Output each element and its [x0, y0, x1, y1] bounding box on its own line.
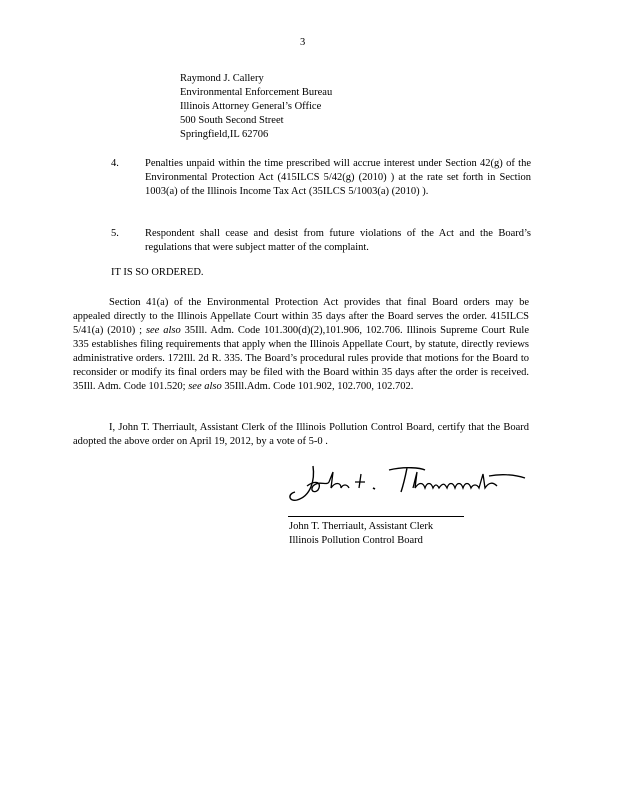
- item-text: Penalties unpaid within the time prescribed will accrue interest under Section 42(g) of the Environmental Protection Act (415ILCS 5/42(g) (2010) ) at the rate set forth in Section 1003(a) of the Illinois Income Tax Act (35ILCS 5/1003(a) (2010) ).: [145, 158, 531, 197]
- address-line: Environmental Enforcement Bureau: [180, 87, 333, 98]
- appeal-paragraph: [73, 296, 529, 394]
- see-also-italic: see also: [188, 381, 222, 392]
- para-text: 35Ill.Adm. Code 101.902, 102.700, 102.702.: [221, 381, 414, 392]
- address-line: Springfield,IL 62706: [180, 129, 269, 140]
- page-number: 3: [300, 37, 306, 48]
- para-text: Section 41(a) of the Environmental Protection Act provides that final Board orders may be appealed directly to the Illinois Appellate Court within 35 days after the Board serves the order. 415ILCS 5/41(a) (2010) ;: [73, 297, 529, 336]
- address-line: Illinois Attorney General’s Office: [180, 101, 322, 112]
- address-line: 500 South Second Street: [180, 115, 284, 126]
- so-ordered-heading: IT IS SO ORDERED.: [111, 267, 204, 278]
- signer-organization: Illinois Pollution Control Board: [289, 535, 423, 546]
- address-line: Raymond J. Callery: [180, 73, 264, 84]
- para-text: 35Ill. Adm. Code 101.300(d)(2),101.906, 102.706. Illinois Supreme Court Rule 335 establishes filing requirements that apply when the Illinois Appellate Court, by statute, directly reviews administrative orders. 172Ill. 2d R. 335. The Board’s procedural rules provide that motions for the Board to reconsider or modify its final orders may be filed with the Board within 35 days after the order is received. 35Ill. Adm. Code 101.520;: [73, 325, 530, 392]
- handwritten-signature: [285, 452, 535, 512]
- signer-block: [289, 520, 433, 548]
- certification-paragraph: I, John T. Therriault, Assistant Clerk of the Illinois Pollution Control Board, certify that the Board adopted the above order on April 19, 2012, by a vote of 5-0 .: [73, 422, 529, 447]
- item-text: Respondent shall cease and desist from future violations of the Act and the Board’s regulations that were subject matter of the complaint.: [145, 228, 531, 253]
- see-also-italic: see also: [145, 325, 181, 336]
- service-address: [180, 72, 420, 142]
- item-number: 4.: [111, 158, 119, 169]
- signer-name: John T. Therriault, Assistant Clerk: [289, 521, 434, 532]
- item-number: 5.: [111, 228, 119, 239]
- signature-line: [288, 516, 464, 517]
